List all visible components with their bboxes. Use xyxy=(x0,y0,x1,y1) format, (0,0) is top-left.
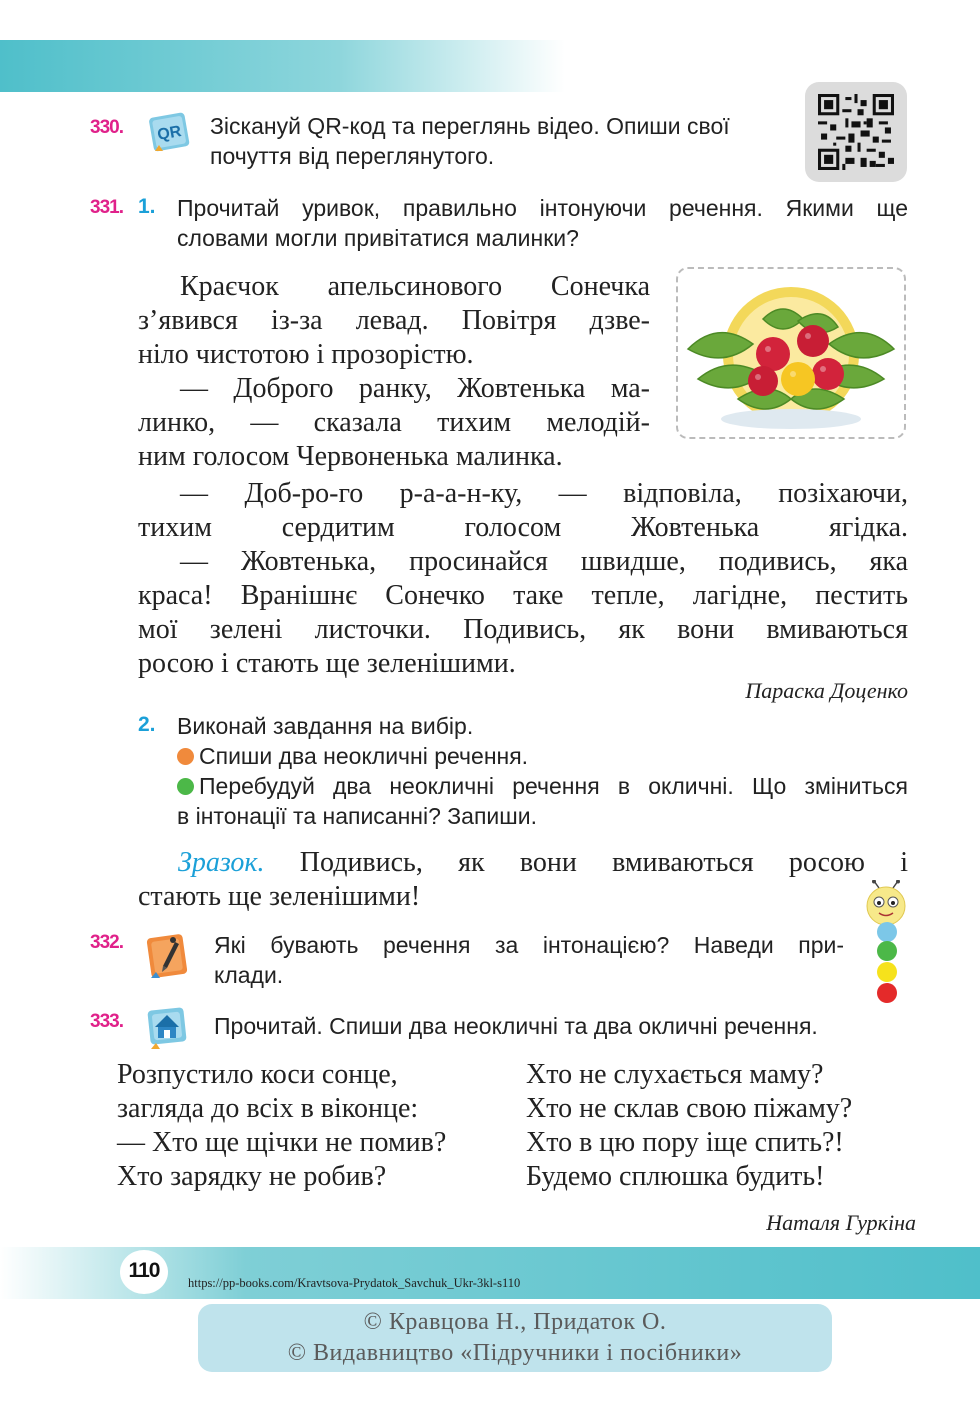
passage-top: Краєчок апельсинового Сонечка з’явився із-за левад. Повітря дзве- ніло чистотою і прозорістю. — Доброго ранку, Жовтенька ма- линко, — сказала тихим мелодій- ним голосом Червоненька малинка. xyxy=(138,271,650,472)
task-331-part2-number: 2. xyxy=(138,713,156,736)
task-331-number: 331. xyxy=(90,197,123,218)
task-331-part2-text: Виконай завдання на вибір. Спиши два неокличні речення. Перебудуй два неокличні речення в окличні. Що зміниться в інтонації та написанні? Запиши. xyxy=(177,713,908,829)
qr-code-icon xyxy=(818,94,894,170)
copyright-box xyxy=(198,1304,832,1372)
pencil-task-icon xyxy=(143,928,193,984)
copyright-publisher: © Видавництво «Підручники і посібники» xyxy=(287,1340,743,1366)
page-number: 110 xyxy=(128,1259,160,1282)
svg-text:QR: QR xyxy=(156,123,183,144)
task-333-number: 333. xyxy=(90,1011,123,1032)
orange-dot-icon xyxy=(177,748,194,765)
task-330-text: Зіскануй QR-код та переглянь відео. Опиши свої почуття від переглянутого. xyxy=(210,113,730,169)
task-332-text: Які бувають речення за інтонацією? Наведи при- клади. xyxy=(214,932,844,988)
task-331-part1-number: 1. xyxy=(138,195,156,218)
option-orange: Спиши два неокличні речення. xyxy=(177,741,908,771)
qr-code-box[interactable] xyxy=(805,82,907,182)
poem-left: Розпустило коси сонце, загляда до всіх в віконце: — Хто ще щічки не помив? Хто зарядку не робив? xyxy=(117,1059,447,1192)
passage-full: — Доб-ро-го р-а-а-н-ку, — відповіла, позіхаючи, тихим сердитим голосом Жовтенька ягідка. — Жовтенька, просинайся швидше, подивись, яка краса! Вранішнє Сонечко таке тепле, лагідне, пестить мої зелені листочки. Подивись, як вони вмиваються росою і стають ще зеленішими. xyxy=(138,478,908,679)
sample-text: Зразок. Подивись, як вони вмиваються росою і стають ще зеленішими! xyxy=(138,847,909,912)
task-332-number: 332. xyxy=(90,932,123,953)
header-bar xyxy=(0,40,565,92)
sample-label: Зразок. xyxy=(178,847,265,878)
qr-icon xyxy=(145,107,193,155)
raspberry-illustration-frame xyxy=(676,267,906,439)
task-333-text: Прочитай. Спиши два неокличні та два окличні речення. xyxy=(214,1013,818,1039)
poem-right: Хто не слухається маму? Хто не склав свою піжаму? Хто в цю пору іще спить?! Будемо сплюшка будить! xyxy=(526,1059,853,1192)
task-331-part1-text: Прочитай уривок, правильно інтонуючи речення. Якими ще словами могли привітатися малинки? xyxy=(177,195,908,251)
green-dot-icon xyxy=(177,778,194,795)
option-green: Перебудуй два неокличні речення в окличні. Що зміниться xyxy=(177,771,908,801)
copyright-authors: © Кравцова Н., Придаток О. xyxy=(363,1309,667,1335)
poem-author: Наталя Гуркіна xyxy=(766,1210,916,1235)
task-330-number: 330. xyxy=(90,117,123,138)
house-task-icon xyxy=(143,1005,193,1051)
passage-author: Параска Доценко xyxy=(745,678,908,703)
caterpillar-icon xyxy=(862,880,912,1006)
raspberry-illustration xyxy=(678,269,904,437)
page-url[interactable]: https://pp-books.com/Kravtsova-Prydatok_Savchuk_Ukr-3kl-s110 xyxy=(188,1276,521,1290)
